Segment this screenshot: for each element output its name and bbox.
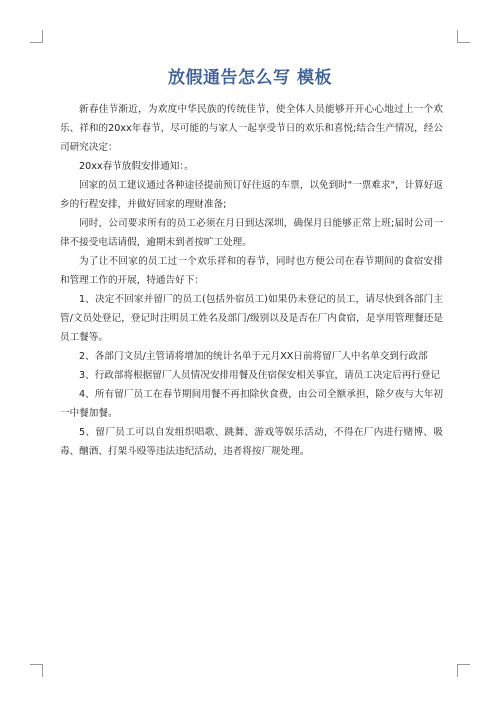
document-body	[60, 100, 443, 461]
paragraph-stay-intro: 为了让不回家的员工过一个欢乐祥和的春节，同时也方便公司在春节期间的食宿安排和管理工作的开展，特通告好下：	[60, 256, 443, 286]
paragraph-notice-heading: 20xx春节放假安排通知：。	[79, 161, 194, 172]
paragraph-item-3: 3、行政部将根据留厂人员情况安排用餐及住宿保安相关事宜，请员工决定后再行登记	[79, 370, 441, 381]
paragraph-intro: 新春佳节渐近，为欢度中华民族的传统佳节，使全体人员能够开开心心地过上一个欢乐、祥和的20xx年春节，尽可能的与家人一起享受节日的欢乐和喜悦;结合生产情况，经公司研究决定：	[60, 104, 443, 153]
crop-mark-bottom-left	[30, 664, 43, 677]
paragraph-return-requirement: 同时，公司要求所有的员工必须在月日到达深圳，确保月日能够正常上班;届时公司一律不接受电话请假，逾期未到者按旷工处理。	[60, 218, 443, 248]
paragraph-item-4: 4、所有留厂员工在春节期间用餐不再扣除伙食费，由公司全额承担，除夕夜与大年初一中餐加餐。	[60, 389, 443, 419]
crop-mark-bottom-right	[457, 664, 470, 677]
paragraph-travel-advice: 回家的员工建议通过各种途径提前预订好往返的车票，以免到时"一票难求"，计算好返乡的行程安排，并做好回家的理财准备;	[60, 180, 443, 210]
crop-mark-top-right	[457, 30, 470, 43]
paragraph-item-2: 2、各部门文员/主管请将增加的统计名单于元月XX日前将留厂人中名单交到行政部	[79, 351, 428, 362]
paragraph-item-5: 5、留厂员工可以自发组织唱歌、跳舞、游戏等娱乐活动，不得在厂内进行赌博、吸毒、酗酒、打架斗殴等违法违纪活动，违者将按厂规处理。	[60, 427, 443, 457]
document-title: 放假通告怎么写 模板	[168, 68, 332, 88]
paragraph-item-1: 1、决定不回家并留厂的员工(包括外宿员工)如果仍未登记的员工，请尽快到各部门主管/文员处登记，登记时注明员工姓名及部门/级别以及是否在厂内食宿，是享用管理餐还是员工餐等。	[60, 294, 443, 343]
crop-mark-top-left	[30, 30, 43, 43]
